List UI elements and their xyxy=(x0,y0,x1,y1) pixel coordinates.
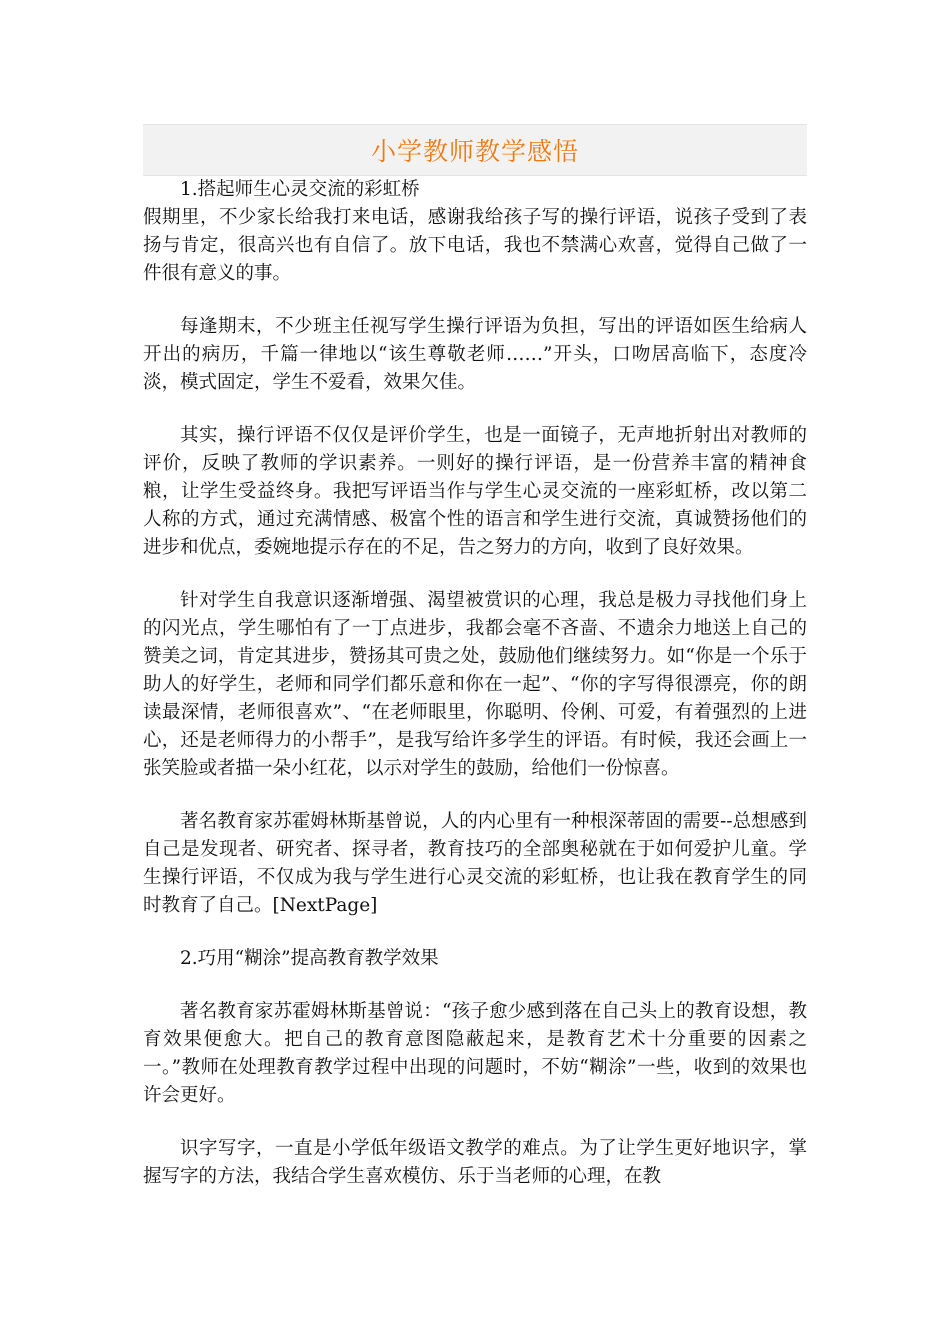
section-2-paragraph-1: 著名教育家苏霍姆林斯基曾说：“孩子愈少感到落在自己头上的教育设想，教育效果便愈大。把自己的教育意图隐蔽起来，是教育艺术十分重要的因素之一。”教师在处理教育教学过程中出现的问题时，不妨“糊涂”一些，收到的效果也许会更好。 xyxy=(143,1001,807,1106)
section-1-paragraph-3: 针对学生自我意识逐渐增强、渴望被赏识的心理，我总是极力寻找他们身上的闪光点，学生哪怕有了一丁点进步，我都会毫不吝啬、不遗余力地送上自己的赞美之词，肯定其进步，赞扬其可贵之处，鼓励他们继续努力。如“你是一个乐于助人的好学生，老师和同学们都乐意和你在一起”、“你的字写得很漂亮，你的朗读最深情，老师很喜欢”、“在老师眼里，你聪明、伶俐、可爱，有着强烈的上进心，还是老师得力的小帮手”，是我写给许多学生的评语。有时候，我还会画上一张笑脸或者描一朵小红花，以示对学生的鼓励，给他们一份惊喜。 xyxy=(143,590,807,779)
section-1-paragraph-4: 著名教育家苏霍姆林斯基曾说，人的内心里有一种根深蒂固的需要--总想感到自己是发现者、研究者、探寻者，教育技巧的全部奥秘就在于如何爱护儿童。学生操行评语，不仅成为我与学生进行心灵交流的彩虹桥，也让我在教育学生的同时教育了自己。[NextPage] xyxy=(143,811,807,916)
section-1-heading: 1.搭起师生心灵交流的彩虹桥 xyxy=(180,179,420,200)
section-2-heading: 2.巧用“糊涂”提高教育教学效果 xyxy=(180,948,439,969)
section-2-paragraph-2: 识字写字，一直是小学低年级语文教学的难点。为了让学生更好地识字，掌握写字的方法，我结合学生喜欢模仿、乐于当老师的心理，在教 xyxy=(143,1138,807,1187)
section-1-paragraph-2: 其实，操行评语不仅仅是评价学生，也是一面镜子，无声地折射出对教师的评价，反映了教师的学识素养。一则好的操行评语，是一份营养丰富的精神食粮，让学生受益终身。我把写评语当作与学生心灵交流的一座彩虹桥，改以第二人称的方式，通过充满情感、极富个性的语言和学生进行交流，真诚赞扬他们的进步和优点，委婉地提示存在的不足，告之努力的方向，收到了良好效果。 xyxy=(143,425,807,558)
section-1-paragraph-1: 每逢期末，不少班主任视写学生操行评语为负担，写出的评语如医生给病人开出的病历，千篇一律地以“该生尊敬老师……”开头，口吻居高临下，态度冷淡，模式固定，学生不爱看，效果欠佳。 xyxy=(143,316,807,393)
section-1-intro: 假期里，不少家长给我打来电话，感谢我给孩子写的操行评语，说孩子受到了表扬与肯定，很高兴也有自信了。放下电话，我也不禁满心欢喜，觉得自己做了一件很有意义的事。 xyxy=(143,207,807,284)
document-page xyxy=(143,124,807,1191)
article-body xyxy=(143,176,807,1191)
page-title: 小学教师教学感悟 xyxy=(370,137,579,166)
title-bar xyxy=(143,124,807,176)
